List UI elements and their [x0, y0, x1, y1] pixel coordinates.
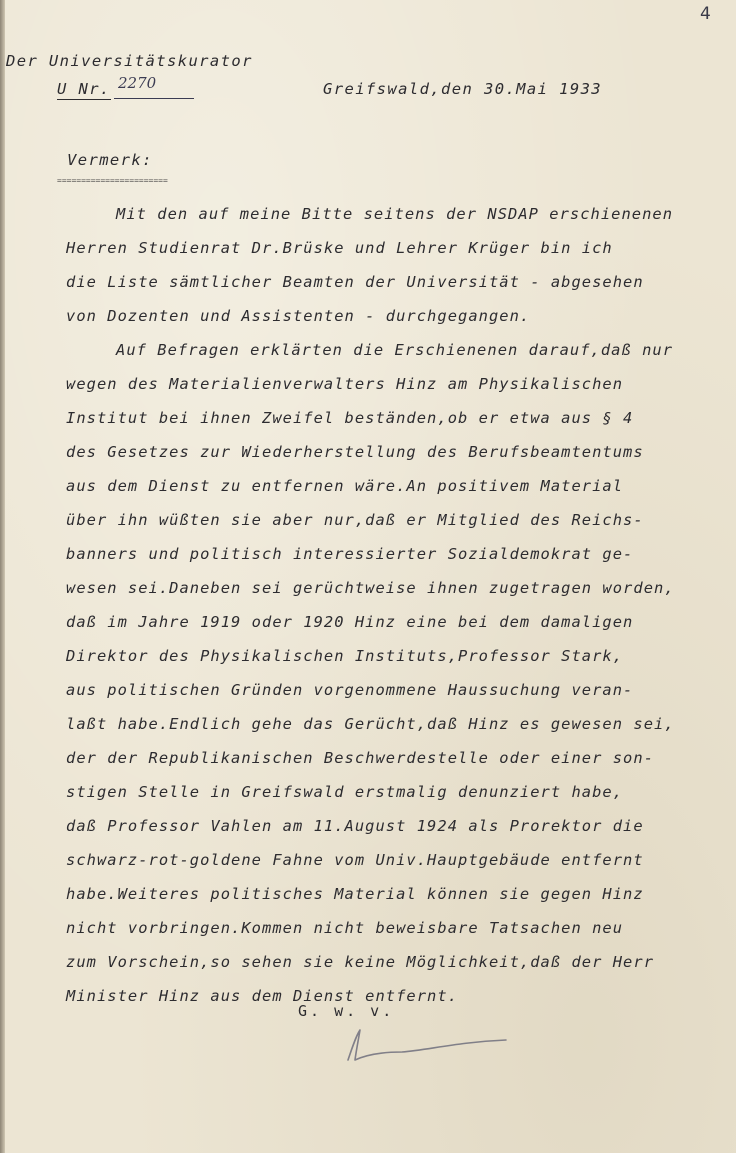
body-line: aus dem Dienst zu entfernen wäre.An positivem Material: [66, 477, 624, 495]
body-line: des Gesetzes zur Wiederherstellung des Berufsbeamtentums: [66, 443, 644, 461]
note-heading-rule: =======================: [57, 176, 168, 185]
body-line: von Dozenten und Assistenten - durchgegangen.: [66, 307, 531, 325]
body-line: nicht vorbringen.Kommen nicht beweisbare Tatsachen neu: [66, 919, 624, 937]
body-line: stigen Stelle in Greifswald erstmalig denunziert habe,: [66, 783, 624, 801]
body-line: Institut bei ihnen Zweifel beständen,ob er etwa aus § 4: [66, 409, 634, 427]
reference-number-handwritten: 2270: [118, 74, 157, 92]
body-line: zum Vorschein,so sehen sie keine Möglichkeit,daß der Herr: [66, 953, 655, 971]
body-line: aus politischen Gründen vorgenommene Haussuchung veran-: [66, 681, 634, 699]
body-line: wegen des Materialienverwalters Hinz am Physikalischen: [66, 375, 624, 393]
note-heading: Vermerk:: [67, 151, 153, 169]
body-line: banners und politisch interessierter Sozialdemokrat ge-: [66, 545, 634, 563]
reference-label: U Nr.: [57, 80, 111, 98]
body-line: schwarz-rot-goldene Fahne vom Univ.Hauptgebäude entfernt: [66, 851, 644, 869]
binding-edge: [0, 0, 5, 1153]
body-line: Minister Hinz aus dem Dienst entfernt.: [66, 987, 459, 1005]
body-line: daß im Jahre 1919 oder 1920 Hinz eine bei dem damaligen: [66, 613, 634, 631]
issuer-heading: Der Universitätskurator: [6, 52, 253, 70]
body-line: die Liste sämtlicher Beamten der Universität - abgesehen: [66, 273, 644, 291]
body-line: Mit den auf meine Bitte seitens der NSDAP erschienenen: [116, 205, 674, 223]
body-line: Direktor des Physikalischen Instituts,Professor Stark,: [66, 647, 624, 665]
body-line: der der Republikanischen Beschwerdestelle oder einer son-: [66, 749, 655, 767]
reference-underline: [114, 98, 194, 99]
body-line: laßt habe.Endlich gehe das Gerücht,daß Hinz es gewesen sei,: [66, 715, 675, 733]
body-line: daß Professor Vahlen am 11.August 1924 als Prorektor die: [66, 817, 644, 835]
page-number: 4: [700, 4, 711, 24]
closing-abbreviation: G. w. v.: [298, 1002, 395, 1020]
body-line: Auf Befragen erklärten die Erschienenen darauf,daß nur: [116, 341, 674, 359]
body-line: wesen sei.Daneben sei gerüchtweise ihnen zugetragen worden,: [66, 579, 675, 597]
signature-scrawl: [338, 1020, 513, 1068]
place-date: Greifswald,den 30.Mai 1933: [323, 80, 603, 98]
body-line: habe.Weiteres politisches Material können sie gegen Hinz: [66, 885, 644, 903]
body-line: Herren Studienrat Dr.Brüske und Lehrer Krüger bin ich: [66, 239, 613, 257]
body-line: über ihn wüßten sie aber nur,daß er Mitglied des Reichs-: [66, 511, 644, 529]
